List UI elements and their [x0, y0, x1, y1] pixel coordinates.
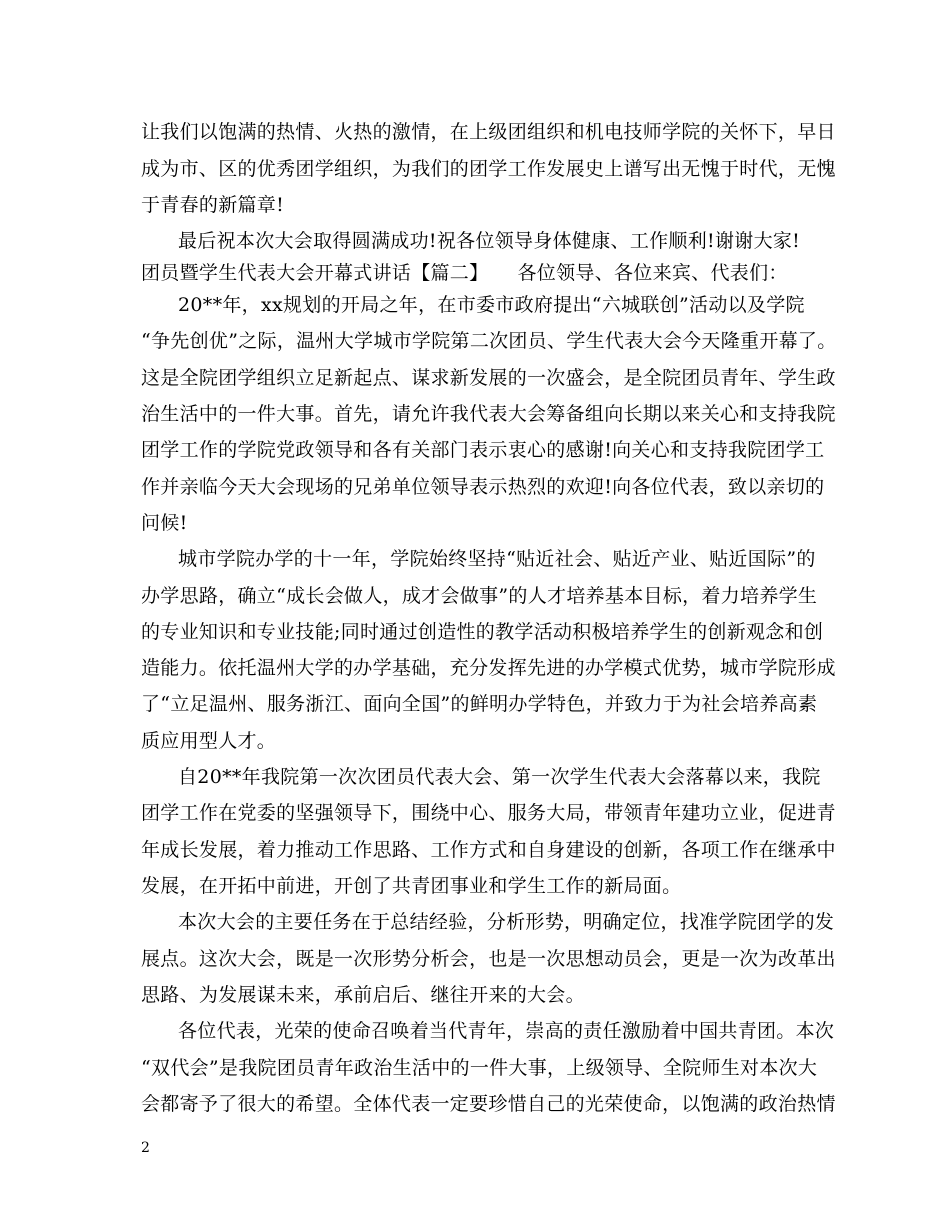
body-line: 最后祝本次大会取得圆满成功!祝各位领导身体健康、工作顺利!谢谢大家!	[178, 230, 801, 252]
body-line: 团学工作的学院党政领导和各有关部门表示衷心的感谢!向关心和支持我院团学工	[141, 439, 825, 461]
body-line: 发展，在开拓中前进，开创了共青团事业和学生工作的新局面。	[141, 875, 682, 897]
body-line: 这是全院团学组织立足新起点、谋求新发展的一次盛会，是全院团员青年、学生政	[141, 367, 836, 389]
body-line: 会都寄予了很大的希望。全体代表一定要珍惜自己的光荣使命，以饱满的政治热情	[141, 1093, 836, 1115]
body-line: 成为市、区的优秀团学组织，为我们的团学工作发展史上谱写出无愧于时代，无愧	[141, 158, 836, 180]
body-line: 质应用型人才。	[141, 730, 277, 752]
body-line: 年成长发展，着力推动工作思路、工作方式和自身建设的创新，各项工作在继承中	[141, 839, 836, 861]
body-line: 本次大会的主要任务在于总结经验，分析形势，明确定位，找准学院团学的发	[178, 911, 835, 933]
body-line: 让我们以饱满的热情、火热的激情，在上级团组织和机电技师学院的关怀下，早日	[141, 121, 836, 143]
body-line: 展点。这次大会，既是一次形势分析会，也是一次思想动员会，更是一次为改革出	[141, 948, 836, 970]
body-line: 团学工作在党委的坚强领导下，围绕中心、服务大局，带领青年建功立业，促进青	[141, 802, 836, 824]
section-heading: 团员暨学生代表大会开幕式讲话【篇二】 各位领导、各位来宾、代表们：	[141, 262, 788, 284]
body-line: 作并亲临今天大会现场的兄弟单位领导表示热烈的欢迎!向各位代表，致以亲切的	[141, 476, 825, 498]
body-line: 造能力。依托温州大学的办学基础，充分发挥先进的办学模式优势，城市学院形成	[141, 657, 836, 679]
body-line: 治生活中的一件大事。首先，请允许我代表大会筹备组向长期以来关心和支持我院	[141, 403, 836, 425]
body-line: 了“立足温州、服务浙江、面向全国”的鲜明办学特色，并致力于为社会培养高素	[141, 693, 818, 715]
body-line: 城市学院办学的十一年，学院始终坚持“贴近社会、贴近产业、贴近国际”的	[178, 548, 816, 570]
body-line: 自20**年我院第一次次团员代表大会、第一次学生代表大会落幕以来，我院	[178, 766, 821, 788]
body-line: 办学思路，确立“成长会做人，成才会做事”的人才培养基本目标，着力培养学生	[141, 585, 818, 607]
body-line: 思路、为发展谋未来，承前启后、继往开来的大会。	[141, 984, 585, 1006]
body-line: “争先创优”之际，温州大学城市学院第二次团员、学生代表大会今天隆重开幕了。	[141, 330, 837, 352]
body-line: 于青春的新篇章!	[141, 194, 285, 216]
page-number: 2	[141, 1140, 150, 1156]
body-line: 20**年，xx规划的开局之年，在市委市政府提出“六城联创”活动以及学院	[178, 294, 805, 316]
body-line: 的专业知识和专业技能;同时通过创造性的教学活动积极培养学生的创新观念和创	[141, 621, 824, 643]
body-line: “双代会”是我院团员青年政治生活中的一件大事，上级领导、全院师生对本次大	[141, 1057, 818, 1079]
body-line: 问候!	[141, 512, 188, 534]
body-line: 各位代表，光荣的使命召唤着当代青年，崇高的责任激励着中国共青团。本次	[178, 1020, 835, 1042]
